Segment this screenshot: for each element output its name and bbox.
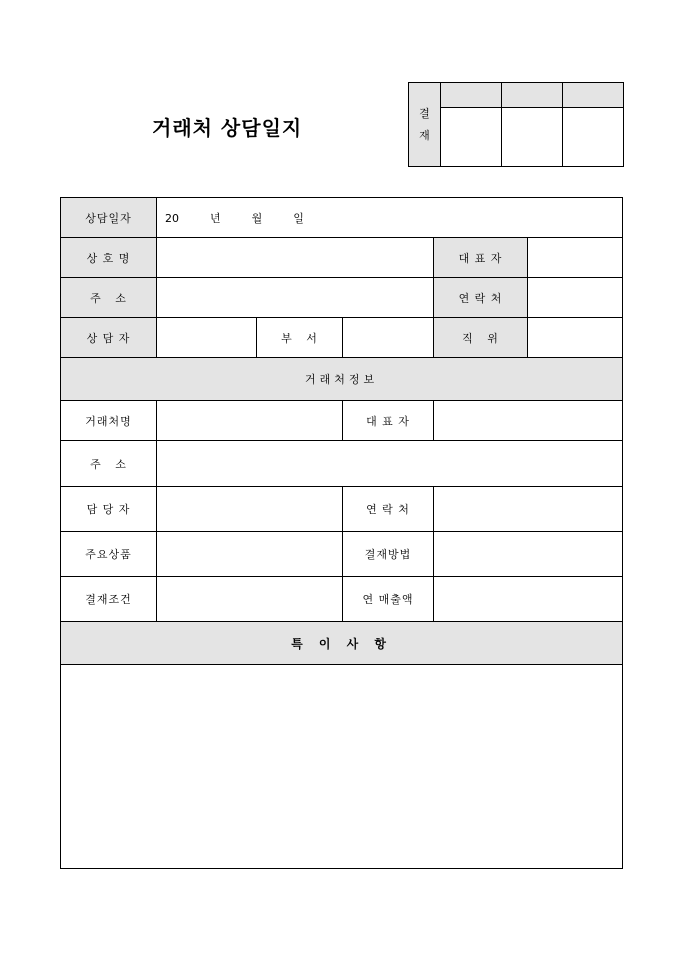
client-address-field[interactable] (157, 441, 623, 487)
payment-method-field[interactable] (434, 532, 623, 577)
approval-box (408, 82, 624, 167)
row-address (61, 278, 623, 318)
ceo-label: 대 표 자 (434, 238, 528, 278)
approval-header-3 (563, 83, 624, 108)
manager-label: 담 당 자 (61, 487, 157, 532)
date-prefix: 20 (165, 211, 179, 225)
row-notes (61, 665, 623, 869)
payment-terms-label: 결재조건 (61, 577, 157, 622)
approval-header-1 (441, 83, 502, 108)
date-month: 월 (251, 211, 263, 225)
row-consult-date (61, 198, 623, 238)
consultant-field[interactable] (157, 318, 257, 358)
main-products-field[interactable] (157, 532, 343, 577)
approval-signature-3[interactable] (563, 108, 624, 167)
payment-terms-field[interactable] (157, 577, 343, 622)
notes-header: 특 이 사 항 (61, 622, 623, 665)
approval-signature-1[interactable] (441, 108, 502, 167)
page-title: 거래처 상담일지 (152, 116, 303, 140)
row-client-address (61, 441, 623, 487)
row-company (61, 238, 623, 278)
address-label: 주 소 (61, 278, 157, 318)
consult-date-label: 상담일자 (61, 198, 157, 238)
client-name-field[interactable] (157, 401, 343, 441)
annual-sales-label: 연 매출액 (343, 577, 434, 622)
consultation-form (60, 197, 623, 869)
main-products-label: 주요상품 (61, 532, 157, 577)
contact-field[interactable] (528, 278, 623, 318)
client-name-label: 거래처명 (61, 401, 157, 441)
department-field[interactable] (343, 318, 434, 358)
client-info-header: 거래처정보 (61, 358, 623, 401)
client-ceo-label: 대 표 자 (343, 401, 434, 441)
ceo-field[interactable] (528, 238, 623, 278)
department-label: 부 서 (257, 318, 343, 358)
manager-field[interactable] (157, 487, 343, 532)
position-label: 직 위 (434, 318, 528, 358)
client-address-label: 주 소 (61, 441, 157, 487)
company-label: 상 호 명 (61, 238, 157, 278)
row-main-products (61, 532, 623, 577)
row-manager (61, 487, 623, 532)
approval-header-2 (502, 83, 563, 108)
payment-method-label: 결재방법 (343, 532, 434, 577)
contact-label: 연 락 처 (434, 278, 528, 318)
company-field[interactable] (157, 238, 434, 278)
row-client-section-header (61, 358, 623, 401)
client-ceo-field[interactable] (434, 401, 623, 441)
notes-field[interactable] (61, 665, 623, 869)
approval-label (409, 83, 441, 167)
manager-contact-field[interactable] (434, 487, 623, 532)
position-field[interactable] (528, 318, 623, 358)
approval-label-top: 결 (419, 106, 430, 120)
consult-date-field[interactable] (157, 198, 623, 238)
row-client-name (61, 401, 623, 441)
row-payment-terms (61, 577, 623, 622)
manager-contact-label: 연 락 처 (343, 487, 434, 532)
row-consultant (61, 318, 623, 358)
annual-sales-field[interactable] (434, 577, 623, 622)
approval-signature-2[interactable] (502, 108, 563, 167)
approval-label-bottom: 재 (419, 128, 430, 142)
row-notes-header (61, 622, 623, 665)
address-field[interactable] (157, 278, 434, 318)
date-day: 일 (293, 211, 304, 225)
date-year: 년 (210, 211, 221, 225)
consultant-label: 상 담 자 (61, 318, 157, 358)
